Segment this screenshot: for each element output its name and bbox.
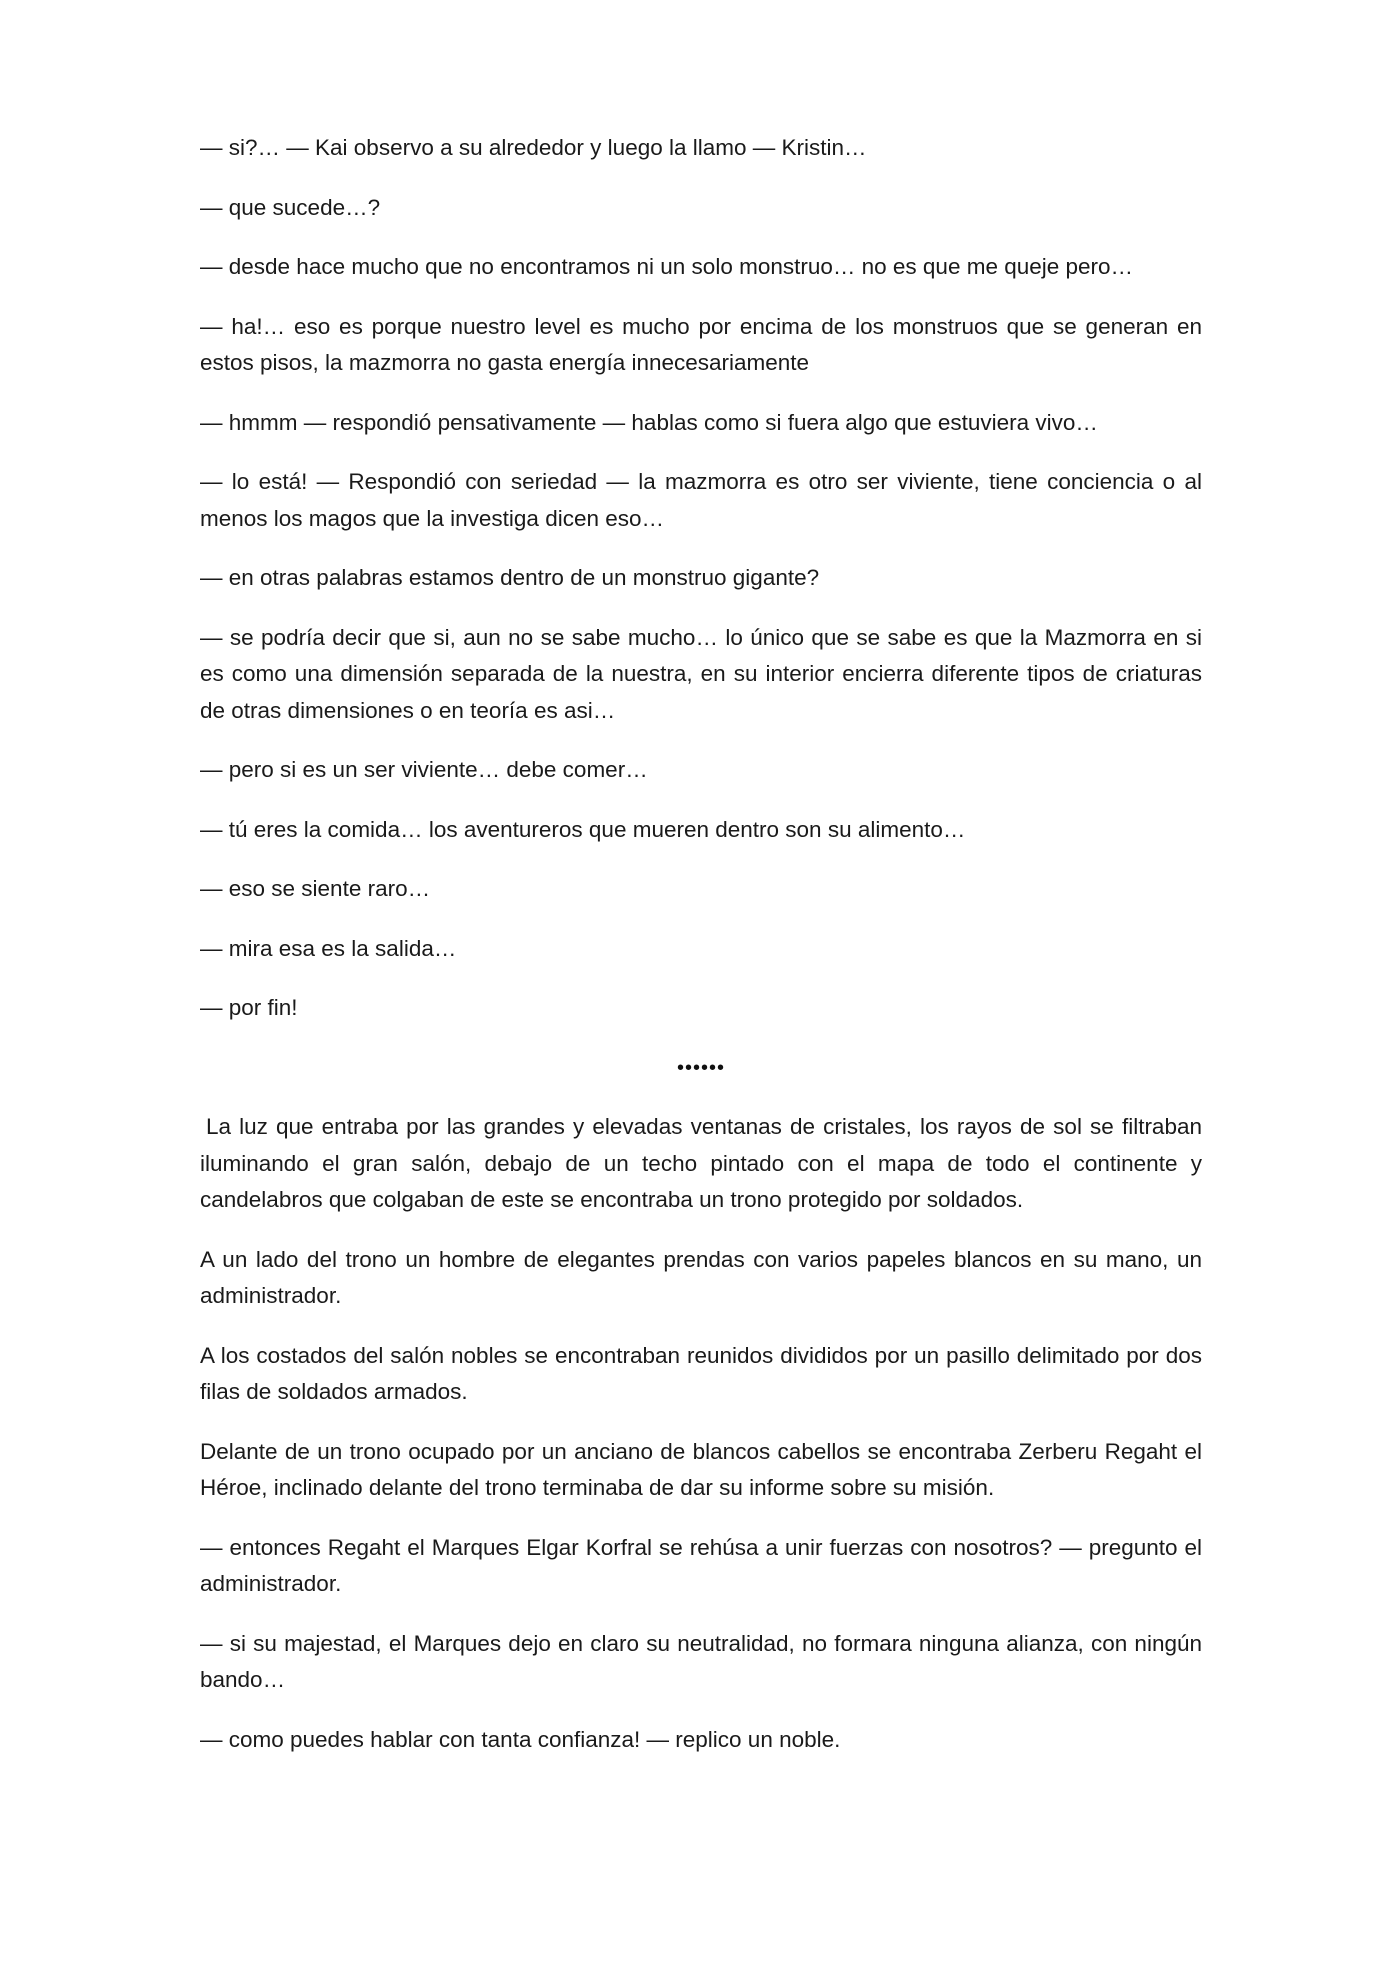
dialogue-line: — en otras palabras estamos dentro de un monstruo gigante?	[200, 565, 820, 590]
dialogue-line: — que sucede…?	[200, 194, 381, 220]
narrative-paragraph: A un lado del trono un hombre de elegantes prendas con varios papeles blancos en su mano, un administrador.	[200, 1246, 1202, 1308]
text-column	[200, 130, 1202, 1781]
dialogue-line: — como puedes hablar con tanta confianza! — replico un noble.	[200, 1726, 841, 1752]
dialogue-line: — si su majestad, el Marques dejo en claro su neutralidad, no formara ninguna alianza, con ningún bando…	[200, 1630, 1202, 1692]
narrative-paragraph: La luz que entraba por las grandes y elevadas ventanas de cristales, los rayos de sol se filtraban iluminando el gran salón, debajo de un techo pintado con el mapa de todo el continente y candelabros que colgaban de este se encontraba un trono protegido por soldados.	[200, 1114, 1202, 1212]
dialogue-line: — se podría decir que si, aun no se sabe mucho… lo único que se sabe es que la Mazmorra en si es como una dimensión separada de la nuestra, en su interior encierra diferente tipos de criaturas de otras dimensiones o en teoría es asi…	[200, 624, 1202, 723]
separator-dots: ••••••	[676, 1056, 725, 1079]
dialogue-line: — hmmm — respondió pensativamente — hablas como si fuera algo que estuviera vivo…	[200, 409, 1098, 435]
dialogue-line: — lo está! — Respondió con seriedad — la mazmorra es otro ser viviente, tiene conciencia o al menos los magos que la investiga dicen eso…	[200, 469, 1202, 531]
dialogue-line: — eso se siente raro…	[200, 876, 431, 901]
dialogue-line: — si?… — Kai observo a su alrededor y luego la llamo — Kristin…	[200, 135, 867, 160]
narrative-paragraph: A los costados del salón nobles se encontraban reunidos divididos por un pasillo delimitado por dos filas de soldados armados.	[200, 1342, 1202, 1404]
dialogue-line: — mira esa es la salida…	[200, 935, 457, 961]
dialogue-line: — ha!… eso es porque nuestro level es mucho por encima de los monstruos que se generan en estos pisos, la mazmorra no gasta energía innecesariamente	[200, 313, 1202, 375]
narrative-paragraph: Delante de un trono ocupado por un anciano de blancos cabellos se encontraba Zerberu Regaht el Héroe, inclinado delante del trono terminaba de dar su informe sobre su misión.	[200, 1438, 1202, 1500]
dialogue-line: — tú eres la comida… los aventureros que mueren dentro son su alimento…	[200, 816, 966, 842]
dialogue-line: — entonces Regaht el Marques Elgar Korfral se rehúsa a unir fuerzas con nosotros? — pregunto el administrador.	[200, 1534, 1202, 1596]
dialogue-line: — desde hace mucho que no encontramos ni un solo monstruo… no es que me queje pero…	[200, 254, 1134, 279]
scene-separator	[200, 1050, 1202, 1087]
dialogue-line: — por fin!	[200, 995, 298, 1020]
dialogue-line: — pero si es un ser viviente… debe comer…	[200, 757, 648, 782]
